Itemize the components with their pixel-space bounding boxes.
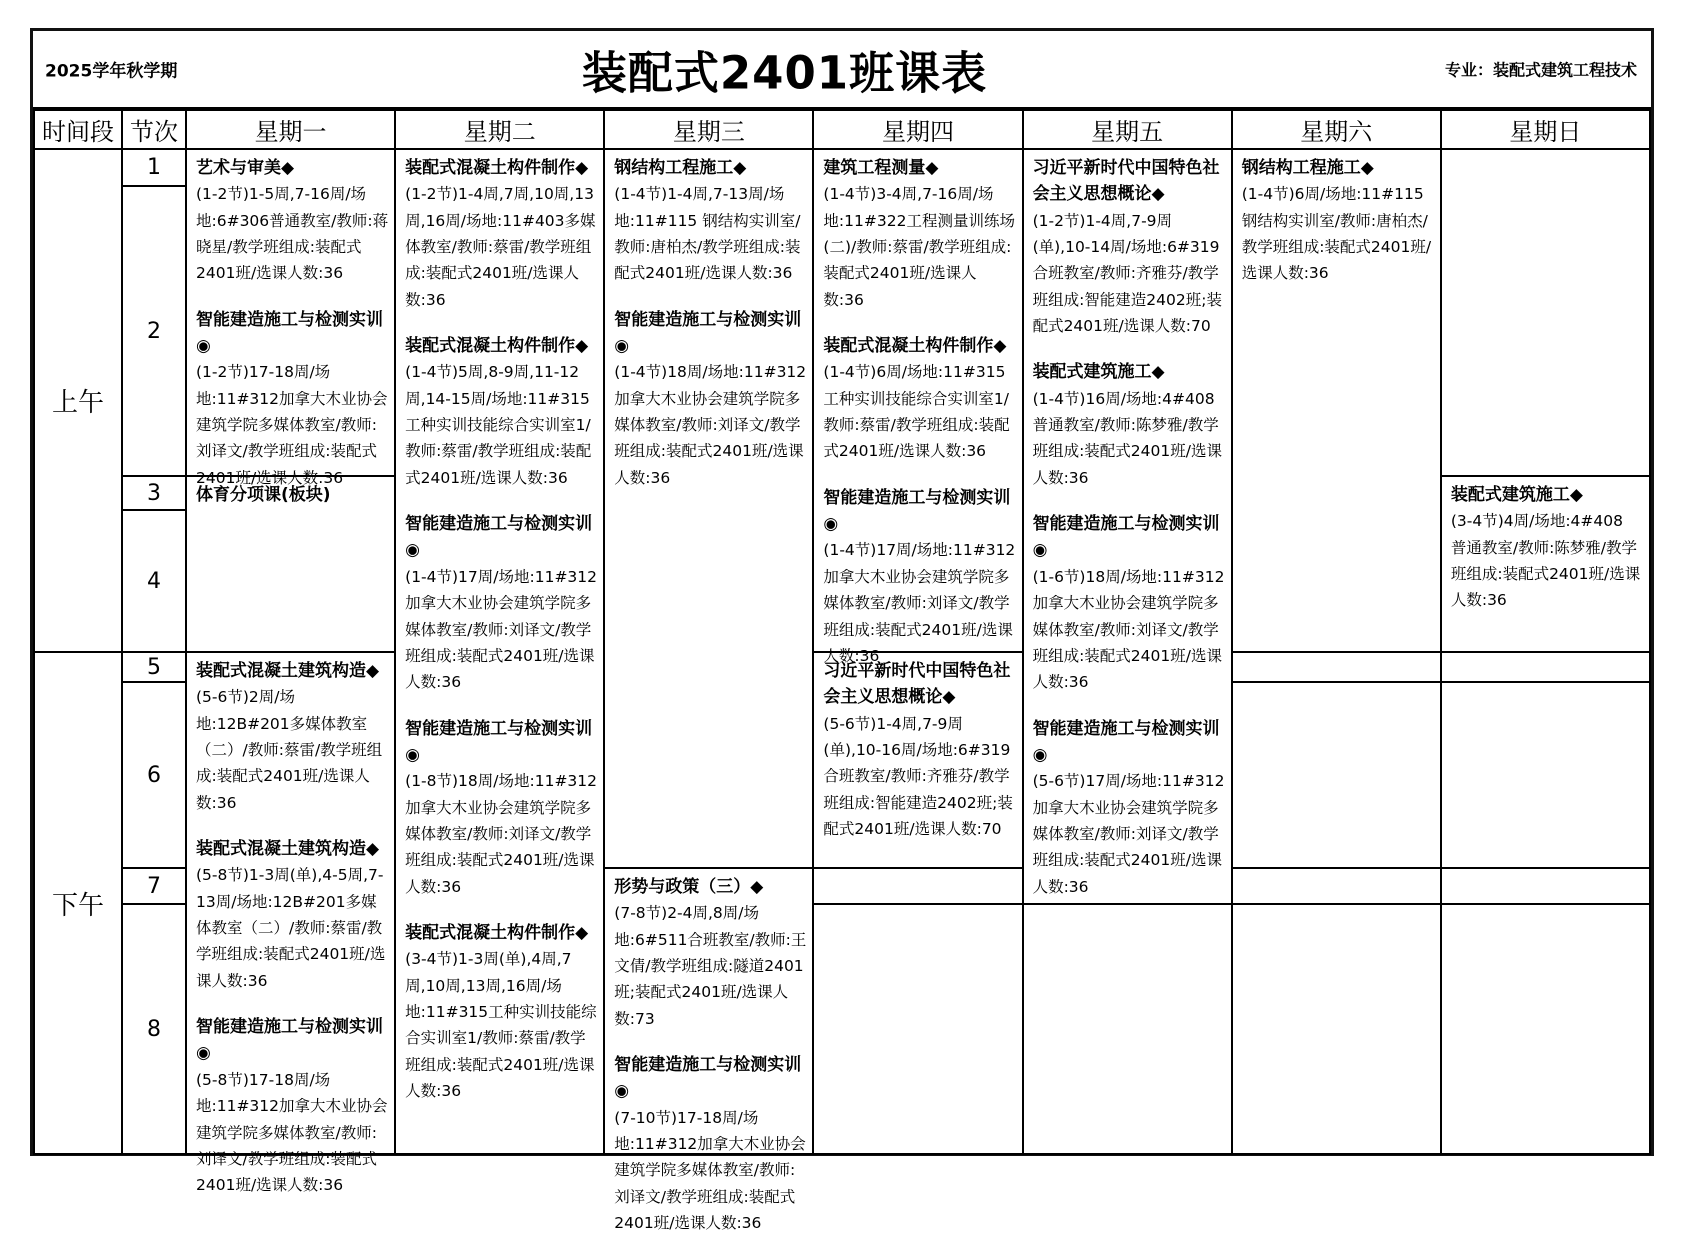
day-header-saturday: 星期六 — [1232, 110, 1441, 149]
cell-thursday-p8-empty — [813, 904, 1022, 1154]
cell-saturday-p7-empty — [1232, 868, 1441, 904]
course-block: 装配式建筑施工◆ (1-4节)16周/场地:4#408 普通教室/教师:陈梦雅/教学班组成:装配式2401班/选课人数:36 — [1032, 362, 1222, 487]
section-morning: 上午 — [34, 149, 122, 652]
row-period-1 — [34, 149, 1650, 186]
course-block: 装配式混凝土构件制作◆ (3-4节)1-3周(单),4周,7周,10周,13周,16周/场地:11#315工种实训技能综合实训室1/教师:蔡雷/教学班组成:装配式2401班/选课人数:36 — [405, 922, 597, 1100]
course-block: 习近平新时代中国特色社会主义思想概论◆ (5-6节)1-4周,7-9周(单),10-16周/场地:6#319合班教室/教师:齐雅芬/教学班组成:智能建造2402班;装配式2401班/选课人数:70 — [823, 661, 1013, 839]
course-block: 装配式混凝土构件制作◆ (1-2节)1-4周,7周,10周,13周,16周/场地:11#403多媒体教室/教师:蔡雷/教学班组成:装配式2401班/选课人数:36 — [405, 158, 596, 309]
day-header-friday: 星期五 — [1023, 110, 1232, 149]
cell-sunday-p8-empty — [1441, 904, 1650, 1154]
cell-friday-p8-empty — [1023, 904, 1232, 1154]
day-header-wednesday: 星期三 — [604, 110, 813, 149]
cell-sunday-p5-empty — [1441, 652, 1650, 682]
cell-sunday-p1-2-empty — [1441, 149, 1650, 476]
cell-sunday-p7-empty — [1441, 868, 1650, 904]
cell-wednesday-p1-6 — [604, 149, 813, 868]
cell-monday-p5-8 — [186, 652, 395, 1195]
course-block: 智能建造施工与检测实训◉ (7-10节)17-18周/场地:11#312加拿大木业协会建筑学院多媒体教室/教师:刘译文/教学班组成:装配式2401班/选课人数:36 — [614, 1055, 806, 1233]
course-block: 习近平新时代中国特色社会主义思想概论◆ (1-2节)1-4周,7-9周(单),10-14周/场地:6#319合班教室/教师:齐雅芬/教学班组成:智能建造2402班;装配式2401班/选课人数:70 — [1032, 158, 1222, 336]
course-block: 智能建造施工与检测实训◉ (1-4节)17周/场地:11#312加拿大木业协会建筑学院多媒体教室/教师:刘译文/教学班组成:装配式2401班/选课人数:36 — [823, 487, 1016, 665]
course-block: 智能建造施工与检测实训◉ (1-8节)18周/场地:11#312加拿大木业协会建筑学院多媒体教室/教师:刘译文/教学班组成:装配式2401班/选课人数:36 — [405, 718, 598, 896]
cell-saturday-p5-empty — [1232, 652, 1441, 682]
day-header-thursday: 星期四 — [813, 110, 1022, 149]
day-header-monday: 星期一 — [186, 110, 395, 149]
cell-saturday-p8-empty — [1232, 904, 1441, 1154]
course-block: 钢结构工程施工◆ (1-4节)6周/场地:11#115 钢结构实训室/教师:唐柏杰/教学班组成:装配式2401班/选课人数:36 — [1241, 158, 1432, 283]
page-title: 装配式2401班课表 — [581, 46, 988, 100]
cell-saturday-p6-empty — [1232, 682, 1441, 868]
header-period-no: 节次 — [122, 110, 186, 149]
course-block: 艺术与审美◆ (1-2节)1-5周,7-16周/场地:6#306普通教室/教师:蒋晓星/教学班组成:装配式2401班/选课人数:36 — [196, 158, 389, 283]
course-block: 建筑工程测量◆ (1-4节)3-4周,7-16周/场地:11#322工程测量训练场(二)/教师:蔡雷/教学班组成:装配式2401班/选课人数:36 — [823, 158, 1015, 309]
title-band — [33, 31, 1651, 109]
course-block: 装配式建筑施工◆ (3-4节)4周/场地:4#408 普通教室/教师:陈梦雅/教学班组成:装配式2401班/选课人数:36 — [1450, 485, 1641, 610]
course-block: 智能建造施工与检测实训◉ (1-4节)17周/场地:11#312加拿大木业协会建筑学院多媒体教室/教师:刘译文/教学班组成:装配式2401班/选课人数:36 — [405, 514, 598, 692]
day-header-tuesday: 星期二 — [395, 110, 604, 149]
course-block: 装配式混凝土建筑构造◆ (5-6节)2周/场地:12B#201多媒体教室（二）/教师:蔡雷/教学班组成:装配式2401班/选课人数:36 — [196, 661, 383, 812]
course-block: 智能建造施工与检测实训◉ (5-8节)17-18周/场地:11#312加拿大木业协会建筑学院多媒体教室/教师:刘译文/教学班组成:装配式2401班/选课人数:36 — [196, 1017, 388, 1195]
course-block: 体育分项课(板块) — [196, 485, 331, 505]
cell-tuesday-p1-8 — [395, 149, 604, 1154]
course-block: 智能建造施工与检测实训◉ (1-6节)18周/场地:11#312加拿大木业协会建筑学院多媒体教室/教师:刘译文/教学班组成:装配式2401班/选课人数:36 — [1032, 514, 1225, 692]
timetable-sheet — [30, 28, 1654, 1233]
period-5: 5 — [122, 652, 186, 682]
course-block: 形势与政策（三）◆ (7-8节)2-4周,8周/场地:6#511合班教室/教师:王文倩/教学班组成:隧道2401班;装配式2401班/选课人数:73 — [614, 877, 807, 1028]
period-8: 8 — [122, 904, 186, 1154]
period-4: 4 — [122, 510, 186, 652]
cell-thursday-p5-6 — [813, 652, 1022, 868]
period-3: 3 — [122, 476, 186, 510]
day-header-sunday: 星期日 — [1441, 110, 1650, 149]
course-block: 智能建造施工与检测实训◉ (5-6节)17周/场地:11#312加拿大木业协会建筑学院多媒体教室/教师:刘译文/教学班组成:装配式2401班/选课人数:36 — [1032, 718, 1225, 896]
cell-wednesday-p7-8 — [604, 868, 813, 1233]
course-block: 装配式混凝土构件制作◆ (1-4节)5周,8-9周,11-12周,14-15周/场地:11#315工种实训技能综合实训室1/教师:蔡雷/教学班组成:装配式2401班/选课人数:36 — [405, 336, 592, 487]
course-block: 智能建造施工与检测实训◉ (1-4节)18周/场地:11#312加拿大木业协会建筑学院多媒体教室/教师:刘译文/教学班组成:装配式2401班/选课人数:36 — [614, 309, 807, 487]
course-block: 智能建造施工与检测实训◉ (1-2节)17-18周/场地:11#312加拿大木业协会建筑学院多媒体教室/教师:刘译文/教学班组成:装配式2401班/选课人数:36 — [196, 309, 388, 487]
cell-saturday-p1-4 — [1232, 149, 1441, 652]
cell-thursday-p1-4 — [813, 149, 1022, 665]
course-block: 装配式混凝土建筑构造◆ (5-8节)1-3周(单),4-5周,7-13周/场地:12B#201多媒体教室（二）/教师:蔡雷/教学班组成:装配式2401班/选课人数:36 — [196, 839, 386, 990]
header-row — [34, 110, 1650, 149]
cell-monday-p3-4 — [186, 476, 395, 652]
period-7: 7 — [122, 868, 186, 904]
cell-sunday-p3-4 — [1441, 476, 1650, 652]
course-block: 装配式混凝土构件制作◆ (1-4节)6周/场地:11#315工种实训技能综合实训室1/教师:蔡雷/教学班组成:装配式2401班/选课人数:36 — [823, 336, 1010, 461]
period-6: 6 — [122, 682, 186, 868]
semester-label: 2025学年秋学期 — [45, 61, 178, 82]
cell-monday-p1-2 — [186, 149, 395, 487]
major-label: 专业：装配式建筑工程技术 — [1444, 60, 1637, 80]
course-block: 钢结构工程施工◆ (1-4节)1-4周,7-13周/场地:11#115 钢结构实训室/教师:唐柏杰/教学班组成:装配式2401班/选课人数:36 — [614, 158, 801, 283]
timetable-grid — [33, 109, 1651, 1233]
section-afternoon: 下午 — [34, 652, 122, 1154]
period-2: 2 — [122, 186, 186, 476]
cell-friday-p1-7 — [1023, 149, 1232, 904]
cell-thursday-p7-empty — [813, 868, 1022, 904]
period-1: 1 — [122, 149, 186, 186]
header-time-period: 时间段 — [34, 110, 122, 149]
cell-sunday-p6-empty — [1441, 682, 1650, 868]
